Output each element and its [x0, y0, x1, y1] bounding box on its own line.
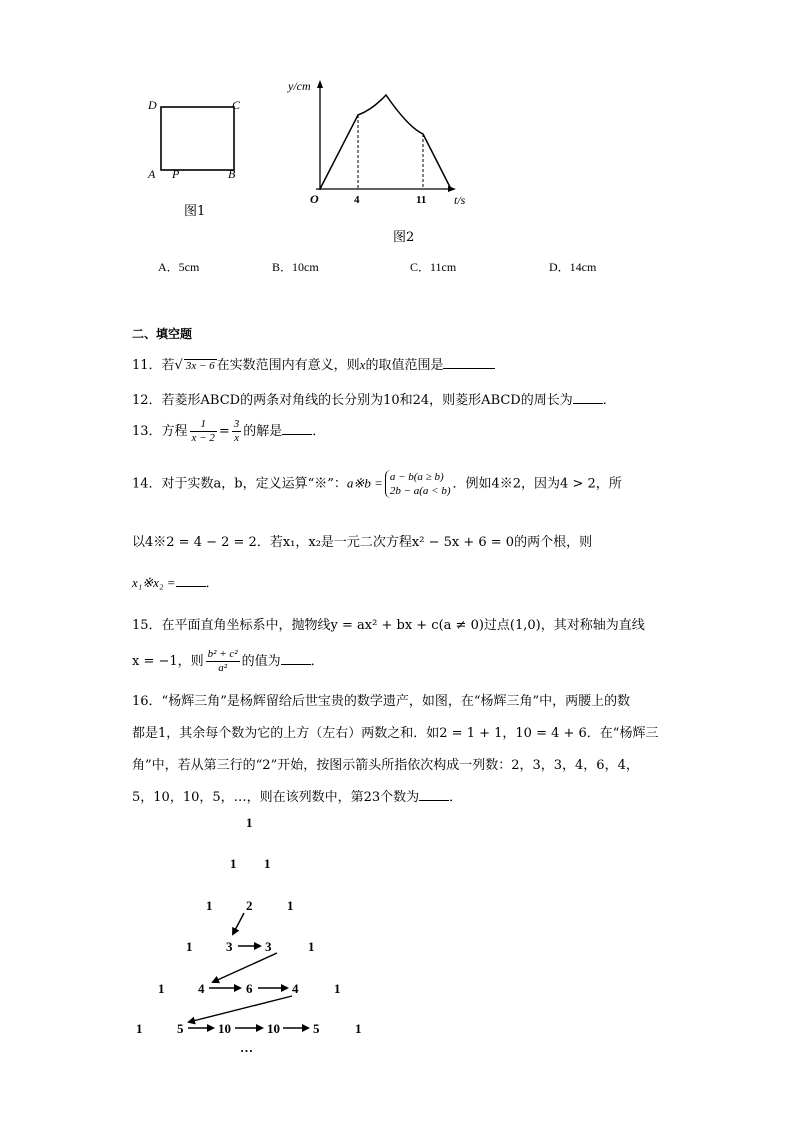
question-16-line-2: 都是1，其余每个数为它的上方（左右）两数之和．如2 = 1 + 1，10 = 4 + 6．在“杨辉三	[132, 726, 659, 741]
q16-end: ．	[449, 790, 463, 805]
triangle-r3-c1: 1	[206, 898, 213, 913]
triangle-r6-c5: 5	[313, 1021, 320, 1036]
triangle-r4-c1: 1	[186, 939, 193, 954]
q11-suffix: 的取值范围是	[365, 358, 444, 373]
q13-prefix: 13．方程	[132, 424, 188, 439]
q14-case-2: 2b − a(a < b)	[389, 485, 451, 497]
label-c: C	[232, 98, 241, 112]
triangle-r6-c1: 1	[136, 1021, 143, 1036]
q13-eq: =	[218, 424, 230, 439]
q13-den2: x	[234, 432, 239, 444]
q15-line2-suffix: 的值为	[241, 654, 281, 669]
arrow-2-to-3	[233, 913, 244, 934]
q11-radicand: 3x − 6	[185, 360, 215, 372]
q15-frac-num: b² + c²	[207, 648, 238, 660]
question-15-line-1: 15．在平面直角坐标系中，抛物线y = ax² + bx + c(a ≠ 0)过点(1,0)，其对称轴为直线	[132, 618, 645, 633]
triangle-r5-c4: 4	[292, 981, 299, 996]
q13-suffix: 的解是	[243, 424, 283, 439]
label-b: B	[228, 167, 236, 181]
triangle-r6-c2: 5	[177, 1021, 184, 1036]
triangle-r6-c3: 10	[218, 1021, 231, 1036]
q11-sqrt-sign: √	[174, 358, 183, 373]
triangle-r2-c1: 1	[230, 856, 237, 871]
q14-case-1: a − b(a ≥ b)	[389, 471, 444, 483]
q14-after: ．例如4※2，因为4 > 2，所	[452, 476, 622, 492]
triangle-r6-c6: 1	[355, 1021, 362, 1036]
figure-1-caption: 图1	[184, 204, 206, 219]
label-d: D	[148, 98, 157, 112]
q15-end: ．	[310, 654, 324, 669]
x-axis-label: t/s	[454, 193, 466, 207]
q14-prefix: 14．对于实数a，b，定义运算“※”：	[132, 476, 347, 492]
triangle-r4-c3: 3	[265, 939, 272, 954]
q13-num1: 1	[190, 418, 217, 432]
triangle-r1-c1: 1	[246, 815, 253, 830]
triangle-r5-c5: 1	[334, 981, 341, 996]
option-c[interactable]: C．11cm	[410, 260, 457, 274]
question-16-line-1: 16．“杨辉三角”是杨辉留给后世宝贵的数学遗产，如图，在“杨辉三角”中，两腰上的数	[132, 694, 631, 709]
q14-end: ．	[205, 576, 219, 591]
option-a[interactable]: A．5cm	[158, 260, 200, 274]
triangle-r3-c3: 1	[287, 898, 294, 913]
triangle-r4-c2: 3	[226, 939, 233, 954]
q12-end: ．	[602, 393, 616, 408]
question-16-line-3: 角”中，若从第三行的“2”开始，按图示箭头所指依次构成一列数：2，3，3，4，6，4，	[132, 758, 639, 773]
triangle-ellipsis: …	[240, 1040, 253, 1055]
triangle-r5-c2: 4	[198, 981, 205, 996]
option-b[interactable]: B．10cm	[272, 260, 319, 274]
option-d[interactable]: D．14cm	[549, 260, 597, 274]
tick-label-11: 11	[416, 194, 427, 206]
arrow-4-to-5	[189, 996, 292, 1022]
y-axis-label: y/cm	[288, 79, 311, 93]
section-title: 二、填空题	[132, 327, 193, 341]
triangle-r5-c1: 1	[158, 981, 165, 996]
figure-2-caption: 图2	[393, 230, 415, 245]
q13-den1: x − 2	[191, 432, 215, 444]
tick-label-4: 4	[354, 194, 360, 206]
label-p: P	[172, 167, 180, 181]
origin-label: O	[310, 192, 319, 206]
label-a: A	[148, 167, 156, 181]
triangle-r6-c4: 10	[267, 1021, 280, 1036]
arrow-3-to-4	[213, 953, 277, 982]
q15-frac-den: a²	[218, 662, 228, 674]
question-14-line-2: 以4※2 = 4 − 2 = 2．若x₁，x₂是一元二次方程x² − 5x + 6 = 0的两个根，则	[132, 535, 593, 550]
q15-line2-prefix: x = −1，则	[132, 654, 204, 669]
q14-line3: x₁※x₂ =	[132, 575, 176, 590]
triangle-r5-c3: 6	[246, 981, 253, 996]
q11-var: x	[359, 357, 366, 372]
q13-num2: 3	[233, 418, 240, 430]
q11-prefix: 11．若	[132, 358, 175, 373]
triangle-r3-c2: 2	[246, 898, 253, 913]
q12-text: 12．若菱形ABCD的两条对角线的长分别为10和24，则菱形ABCD的周长为	[132, 393, 573, 408]
q11-mid: 在实数范围内有意义，则	[216, 358, 360, 373]
triangle-r4-c4: 1	[308, 939, 315, 954]
triangle-r2-c2: 1	[264, 856, 271, 871]
q14-lhs: a※b =	[346, 475, 383, 491]
q13-end: ．	[312, 424, 326, 439]
q16-line4: 5，10，10，5，…，则在该列数中，第23个数为	[132, 790, 420, 805]
